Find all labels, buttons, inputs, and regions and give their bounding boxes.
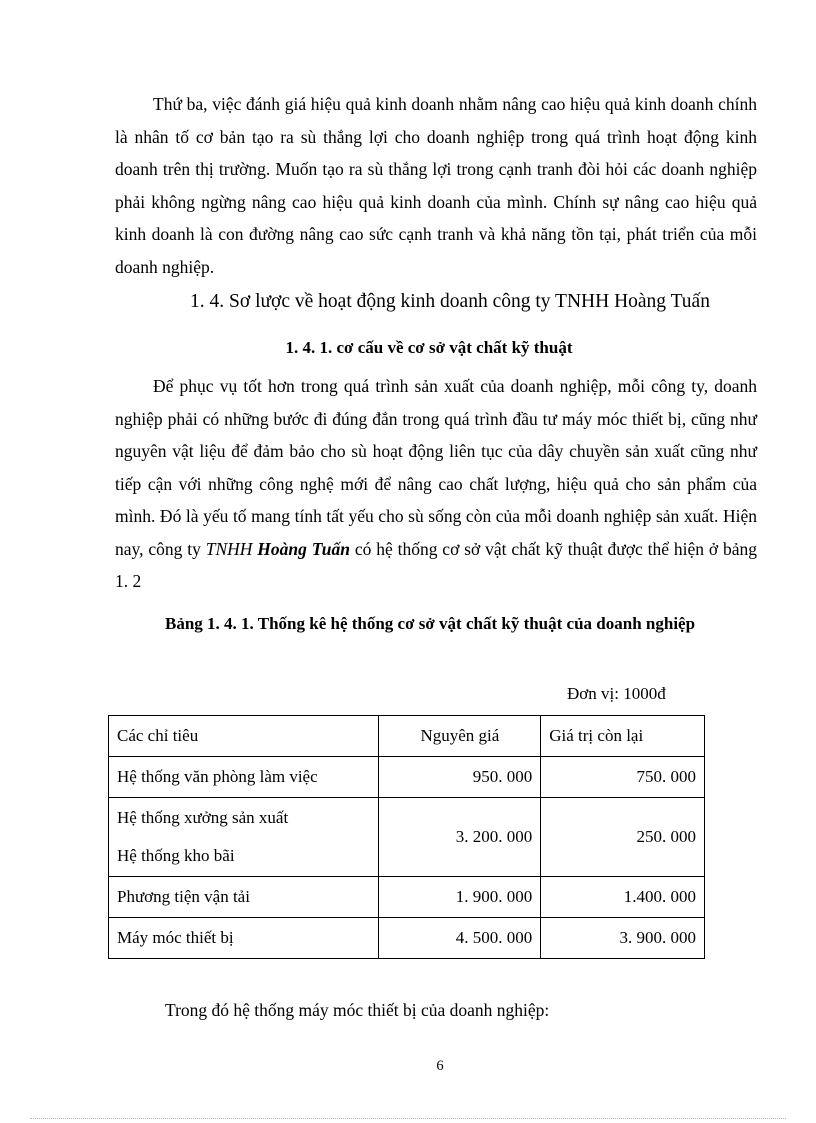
paragraph-text: Để phục vụ tốt hơn trong quá trình sản xuất của doanh nghiệp, mỗi công ty, doanh nghiệp phải có những bước đi đúng đắn trong quá trình đầu tư máy móc thiết bị, cũng như nguyên vật liệu để đảm bảo cho sù hoạt động liên tục của dây chuyền sản xuất cũng như tiếp cận với những công nghệ mới để nâng cao chất lượng, hiệu quả cho sản phẩm của mình. Đó là yếu tố mang tính tất yếu cho sù sống còn của mỗi doanh nghiệp sản xuất. Hiện nay, công ty (115, 376, 757, 559)
paragraph-text-end: có hệ thống cơ sở vật chất kỹ thuật được thể hiện ở bảng 1. 2 (115, 538, 758, 591)
header-indicators: Các chỉ tiêu (109, 716, 379, 757)
table-row (109, 877, 705, 918)
row-original-cost: 4. 500. 000 (379, 918, 541, 959)
row-original-cost: 1. 900. 000 (379, 877, 541, 918)
closing-sentence: Trong đó hệ thống máy móc thiết bị của doanh nghiệp: (165, 1000, 550, 1020)
row-remaining-value: 750. 000 (541, 757, 705, 798)
row-remaining-value: 1.400. 000 (541, 877, 705, 918)
table-header-row (109, 716, 705, 757)
paragraph-facilities (115, 370, 757, 598)
page-bottom-divider (30, 1118, 786, 1119)
header-original-cost: Nguyên giá (379, 716, 541, 757)
facilities-table (108, 715, 705, 959)
page-number: 6 (436, 1058, 444, 1074)
table-row (109, 798, 705, 877)
section-heading: 1. 4. Sơ lược về hoạt động kinh doanh công ty TNHH Hoàng Tuấn (190, 291, 710, 312)
row-remaining-value: 3. 900. 000 (541, 918, 705, 959)
table-row (109, 918, 705, 959)
header-remaining-value: Giá trị còn lại (541, 716, 705, 757)
table-caption-text: Bảng 1. 4. 1. Thống kê hệ thống cơ sở vật chất kỹ thuật của doanh nghiệp (165, 614, 696, 633)
row-name: Phương tiện vận tải (109, 877, 379, 918)
row-name: Máy móc thiết bị (109, 918, 379, 959)
company-name: Hoàng Tuấn (257, 538, 350, 559)
row-original-cost: 950. 000 (379, 757, 541, 798)
row-name (109, 798, 379, 877)
row-name-line: Hệ thống xưởng sản xuất (117, 808, 289, 827)
row-remaining-value: 250. 000 (541, 798, 705, 877)
paragraph-text: Thứ ba, việc đánh giá hiệu quả kinh doanh nhằm nâng cao hiệu quả kinh doanh chính là nhân tố cơ bản tạo ra sù thắng lợi cho doanh nghiệp trong quá trình hoạt động kinh doanh trên thị trường. Muốn tạo ra sù thắng lợi trong cạnh tranh đòi hỏi các doanh nghiệp phải không ngừng nâng cao hiệu quả kinh doanh của mình. Chính sự nâng cao hiệu quả kinh doanh là con đường nâng cao sức cạnh tranh và khả năng tồn tại, phát triển của mỗi doanh nghiệp. (115, 94, 757, 277)
company-prefix: TNHH (205, 538, 253, 559)
table-caption (115, 608, 757, 640)
row-name-line: Hệ thống kho bãi (117, 846, 235, 865)
table-row (109, 757, 705, 798)
unit-label: Đơn vị: 1000đ (567, 684, 666, 703)
paragraph-business-efficiency (115, 88, 757, 283)
row-name: Hệ thống văn phòng làm việc (109, 757, 379, 798)
subsection-heading: 1. 4. 1. cơ cấu về cơ sở vật chất kỹ thuật (285, 338, 573, 357)
row-original-cost: 3. 200. 000 (379, 798, 541, 877)
